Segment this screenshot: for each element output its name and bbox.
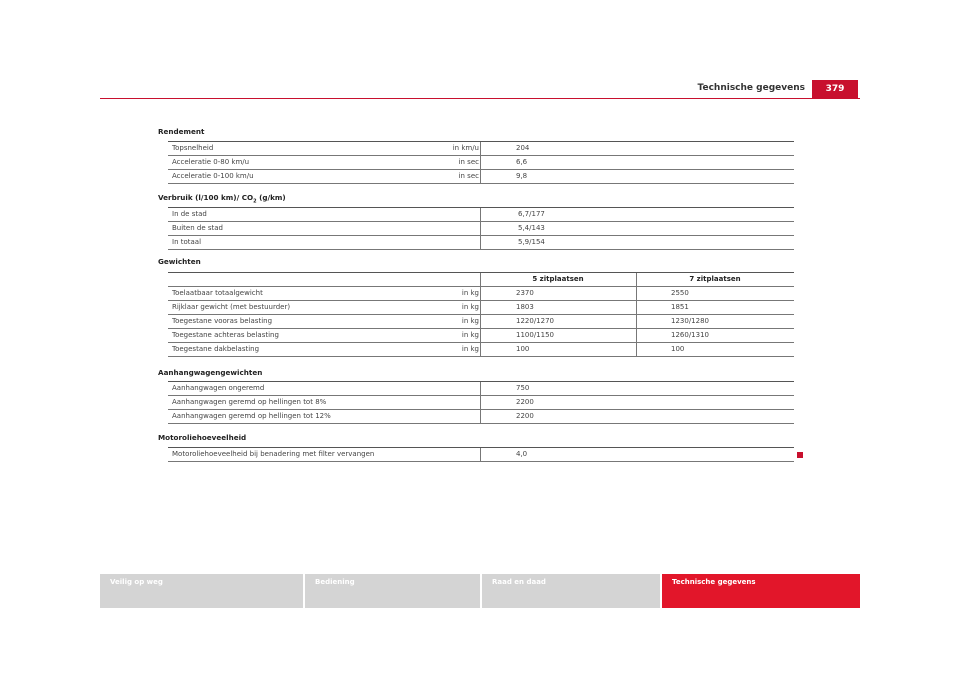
row-label: Acceleratie 0-100 km/u — [172, 172, 254, 180]
table-gewichten — [168, 272, 794, 357]
row-unit: in sec — [458, 158, 479, 166]
page-number: 379 — [812, 80, 858, 99]
table-row — [168, 315, 794, 329]
table-aanhangwagen — [168, 381, 794, 424]
table-row — [168, 396, 794, 410]
table-row — [168, 287, 794, 301]
table-row — [168, 170, 794, 184]
row-value: 4,0 — [516, 450, 528, 458]
row-label: Aanhangwagen geremd op hellingen tot 8% — [172, 398, 327, 406]
table-row — [168, 222, 794, 236]
row-label: Motoroliehoeveelheid bij benadering met filter vervangen — [172, 450, 375, 458]
title-end: (g/km) — [256, 193, 286, 202]
row-value: 6,6 — [516, 158, 528, 166]
table-motorolie — [168, 447, 794, 462]
row-label: Toegestane achteras belasting — [172, 331, 279, 339]
row-value: 750 — [516, 384, 530, 392]
table-row — [168, 343, 794, 357]
footer-tab-raad-en-daad[interactable]: Raad en daad — [482, 574, 660, 608]
row-label: Buiten de stad — [172, 224, 223, 232]
row-value-5-seats: 1803 — [516, 303, 534, 311]
section-title-gewichten: Gewichten — [158, 257, 201, 266]
section-title-verbruik — [158, 193, 286, 204]
footer-tab-bediening[interactable]: Bediening — [305, 574, 480, 608]
table-rendement — [168, 141, 794, 184]
table-row — [168, 382, 794, 396]
row-unit: in kg — [461, 303, 479, 311]
row-label: Acceleratie 0-80 km/u — [172, 158, 250, 166]
table-verbruik — [168, 207, 794, 250]
row-value-5-seats: 2370 — [516, 289, 534, 297]
row-unit: in km/u — [452, 144, 479, 152]
row-unit: in kg — [461, 331, 479, 339]
title-main: Verbruik (l/100 km)/ CO — [158, 193, 254, 202]
table-row — [168, 410, 794, 424]
table-row — [168, 142, 794, 156]
section-end-marker — [797, 452, 803, 458]
row-value-7-seats: 2550 — [671, 289, 689, 297]
row-value-7-seats: 1260/1310 — [671, 331, 709, 339]
column-header-5-seats: 5 zitplaatsen — [532, 275, 584, 283]
row-value-5-seats: 1100/1150 — [516, 331, 554, 339]
row-label: Aanhangwagen geremd op hellingen tot 12% — [172, 412, 331, 420]
table-row — [168, 301, 794, 315]
column-header-7-seats: 7 zitplaatsen — [689, 275, 741, 283]
row-value: 6,7/177 — [518, 210, 545, 218]
table-row — [168, 208, 794, 222]
row-label: In totaal — [172, 238, 202, 246]
footer-tab-technische-gegevens[interactable]: Technische gegevens — [662, 574, 860, 608]
row-value-5-seats: 100 — [516, 345, 530, 353]
header-rule — [100, 98, 860, 99]
row-label: Rijklaar gewicht (met bestuurder) — [172, 303, 291, 311]
row-value: 2200 — [516, 398, 534, 406]
row-value: 5,4/143 — [518, 224, 545, 232]
row-value: 204 — [516, 144, 530, 152]
row-label: Topsnelheid — [172, 144, 214, 152]
row-value-5-seats: 1220/1270 — [516, 317, 554, 325]
row-label: Toelaatbaar totaalgewicht — [172, 289, 263, 297]
row-value-7-seats: 100 — [671, 345, 685, 353]
row-value: 5,9/154 — [518, 238, 545, 246]
section-title-rendement: Rendement — [158, 127, 205, 136]
row-unit: in kg — [461, 345, 479, 353]
row-value-7-seats: 1851 — [671, 303, 689, 311]
footer-tab-veilig-op-weg[interactable]: Veilig op weg — [100, 574, 303, 608]
row-label: Toegestane dakbelasting — [172, 345, 260, 353]
section-title-motorolie: Motoroliehoeveelheid — [158, 433, 247, 442]
table-header-row — [168, 273, 794, 287]
title-subscript: 2 — [253, 198, 257, 205]
row-value: 2200 — [516, 412, 534, 420]
page-header-title: Technische gegevens — [697, 83, 805, 93]
table-row — [168, 448, 794, 462]
table-row — [168, 236, 794, 250]
row-label: Aanhangwagen ongeremd — [172, 384, 265, 392]
row-value: 9,8 — [516, 172, 528, 180]
table-row — [168, 156, 794, 170]
row-unit: in kg — [461, 317, 479, 325]
table-row — [168, 329, 794, 343]
section-title-aanhangwagen: Aanhangwagengewichten — [158, 368, 263, 377]
row-unit: in kg — [461, 289, 479, 297]
row-label: In de stad — [172, 210, 207, 218]
row-value-7-seats: 1230/1280 — [671, 317, 709, 325]
row-unit: in sec — [458, 172, 479, 180]
row-label: Toegestane vooras belasting — [172, 317, 273, 325]
